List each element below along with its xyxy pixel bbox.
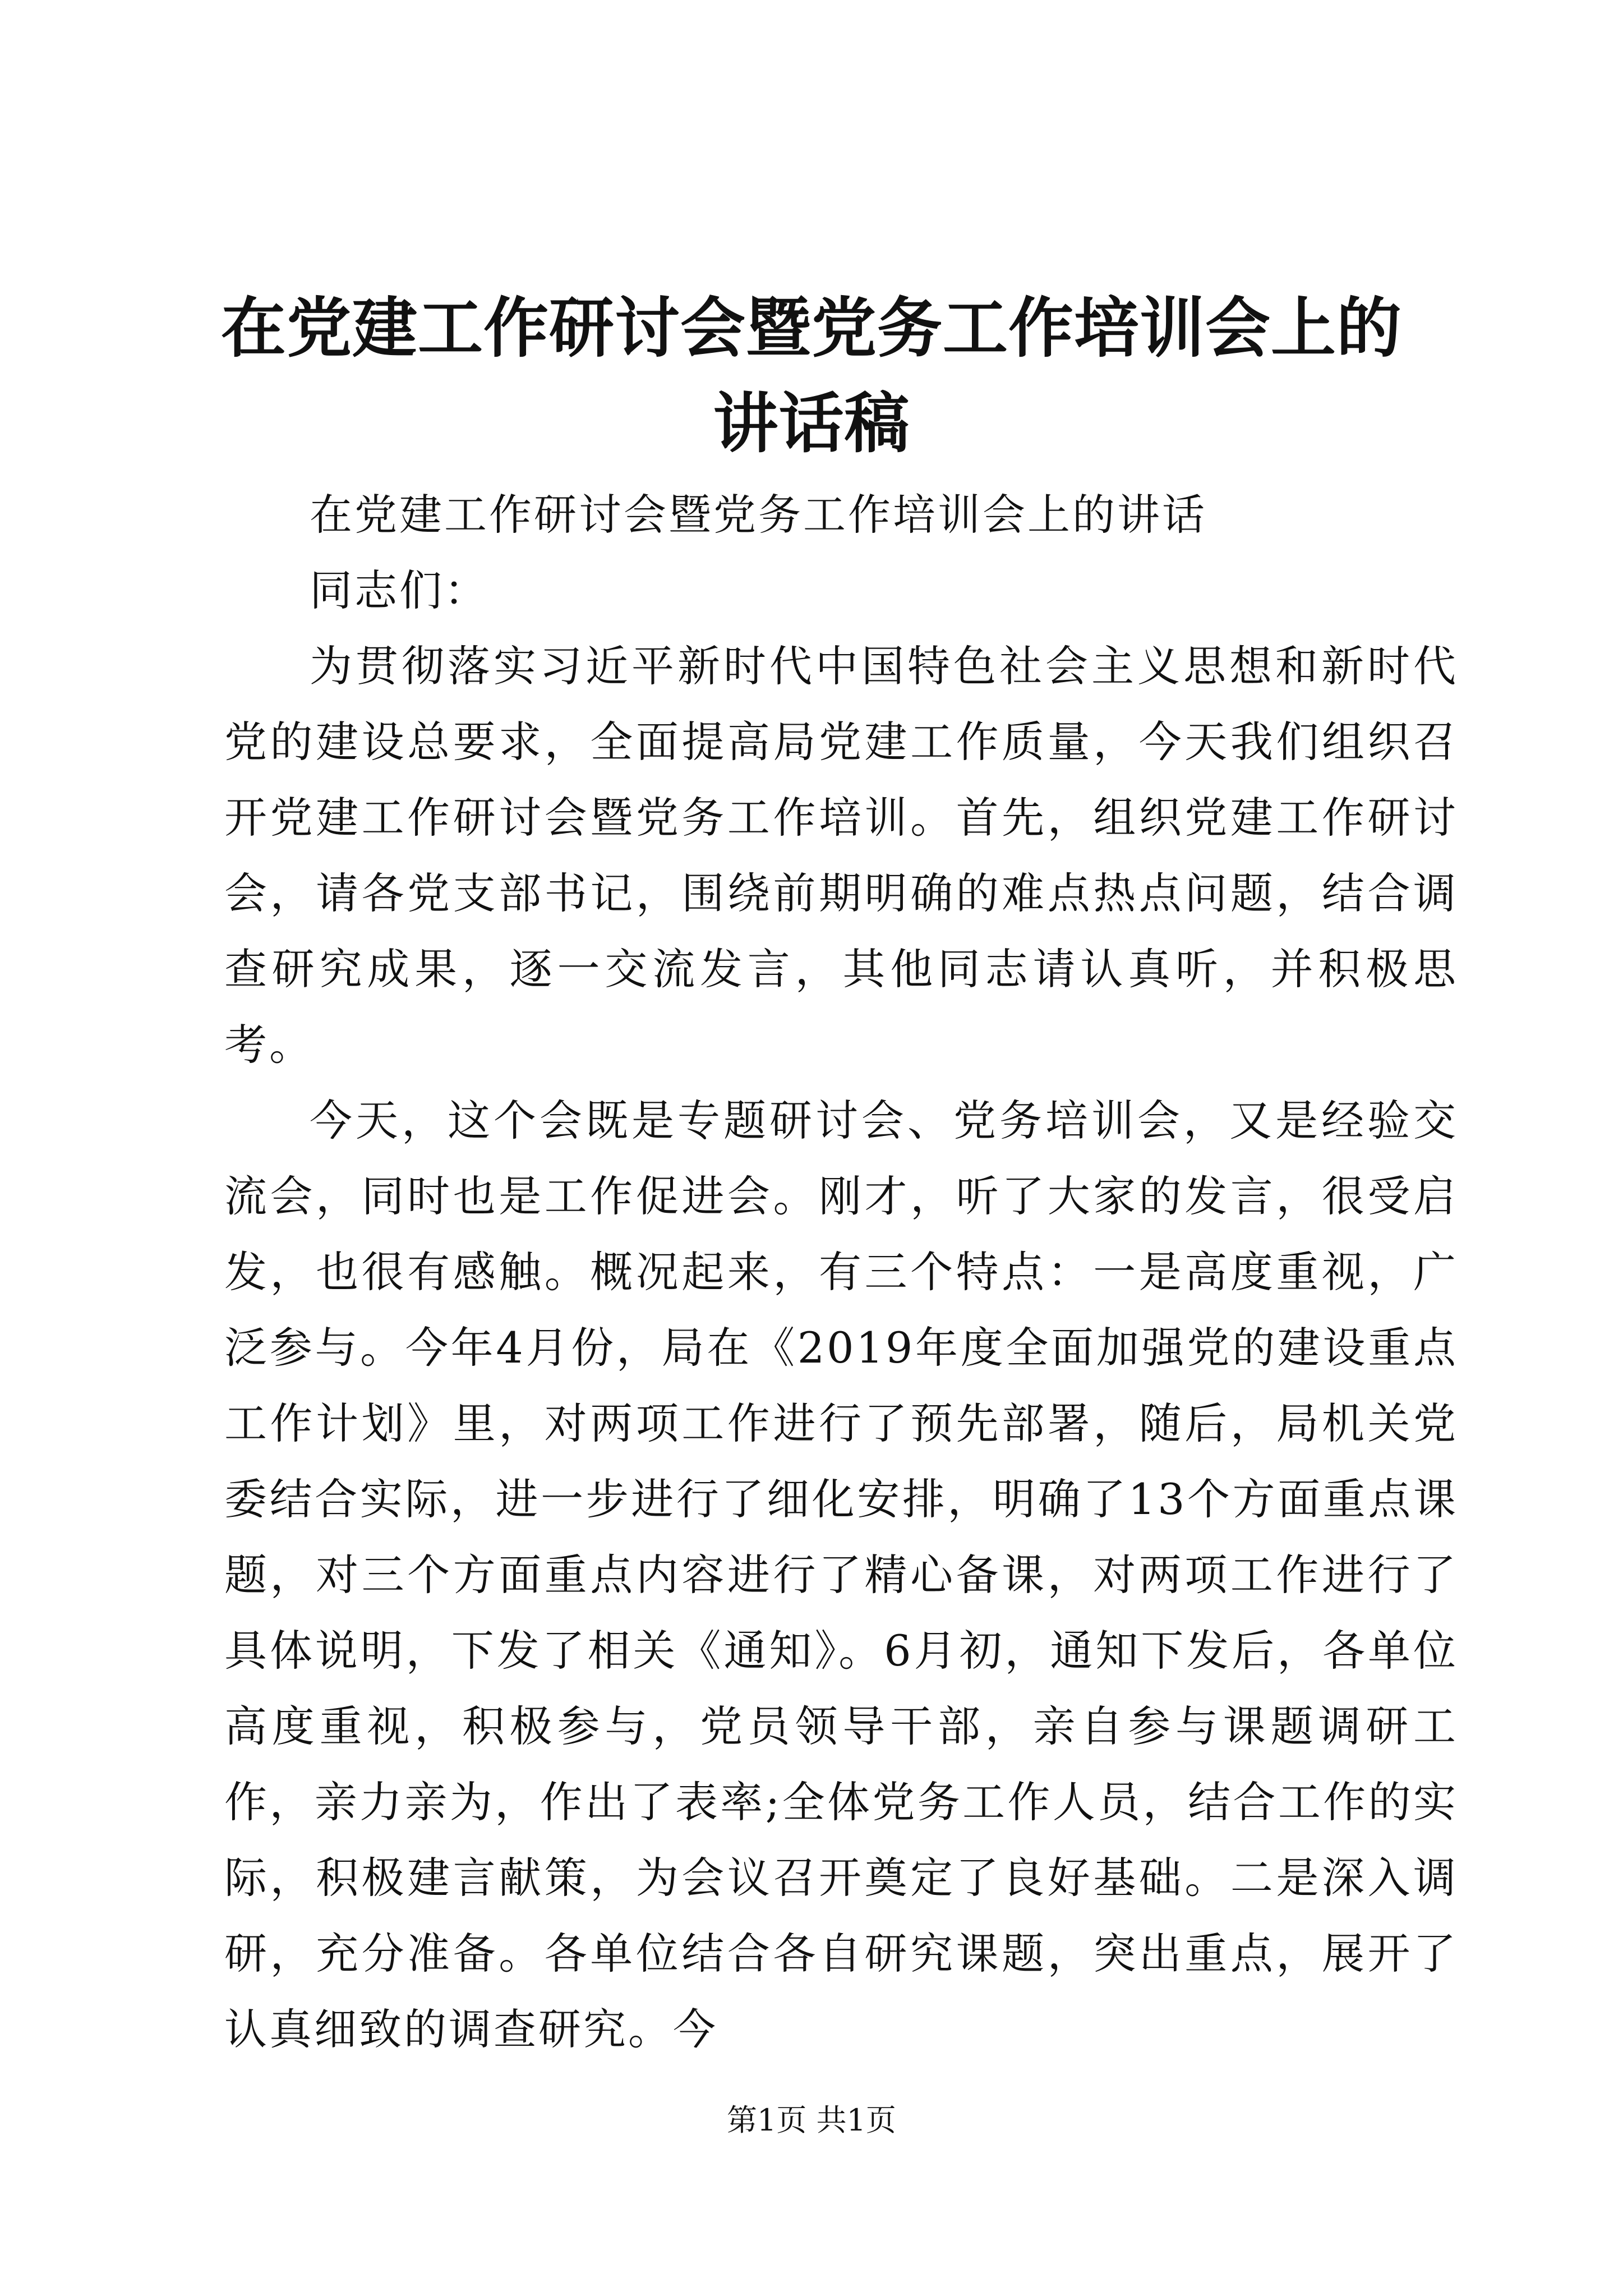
paragraph-subtitle: 在党建工作研讨会暨党务工作培训会上的讲话 xyxy=(310,490,1207,540)
paragraph-salutation: 同志们： xyxy=(310,565,489,615)
document-body xyxy=(224,477,1458,2067)
paragraph-main: 今天，这个会既是专题研讨会、党务培训会，又是经验交流会，同时也是工作促进会。刚才，听了大家的发言，很受启发，也很有感触。概况起来，有三个特点：一是高度重视，广泛参与。今年4月份，局在《2019年度全面加强党的建设重点工作计划》里，对两项工作进行了预先部署，随后，局机关党委结合实际，进一步进行了细化安排，明确了13个方面重点课题，对三个方面重点内容进行了精心备课，对两项工作进行了具体说明，下发了相关《通知》。6月初，通知下发后，各单位高度重视，积极参与，党员领导干部，亲自参与课题调研工作，亲力亲为，作出了表率;全体党务工作人员，结合工作的实际，积极建言献策，为会议召开奠定了良好基础。二是深入调研，充分准备。各单位结合各自研究课题，突出重点，展开了认真细致的调查研究。今 xyxy=(224,1096,1458,2054)
page-number-footer: 第1页 共1页 xyxy=(727,2102,896,2138)
paragraph-introduction: 为贯彻落实习近平新时代中国特色社会主义思想和新时代党的建设总要求，全面提高局党建工作质量，今天我们组织召开党建工作研讨会暨党务工作培训。首先，组织党建工作研讨会，请各党支部书记，围绕前期明确的难点热点问题，结合调查研究成果，逐一交流发言，其他同志请认真听，并积极思考。 xyxy=(224,641,1458,1070)
document-title: 在党建工作研讨会暨党务工作培训会上的讲话稿 xyxy=(221,290,1402,462)
